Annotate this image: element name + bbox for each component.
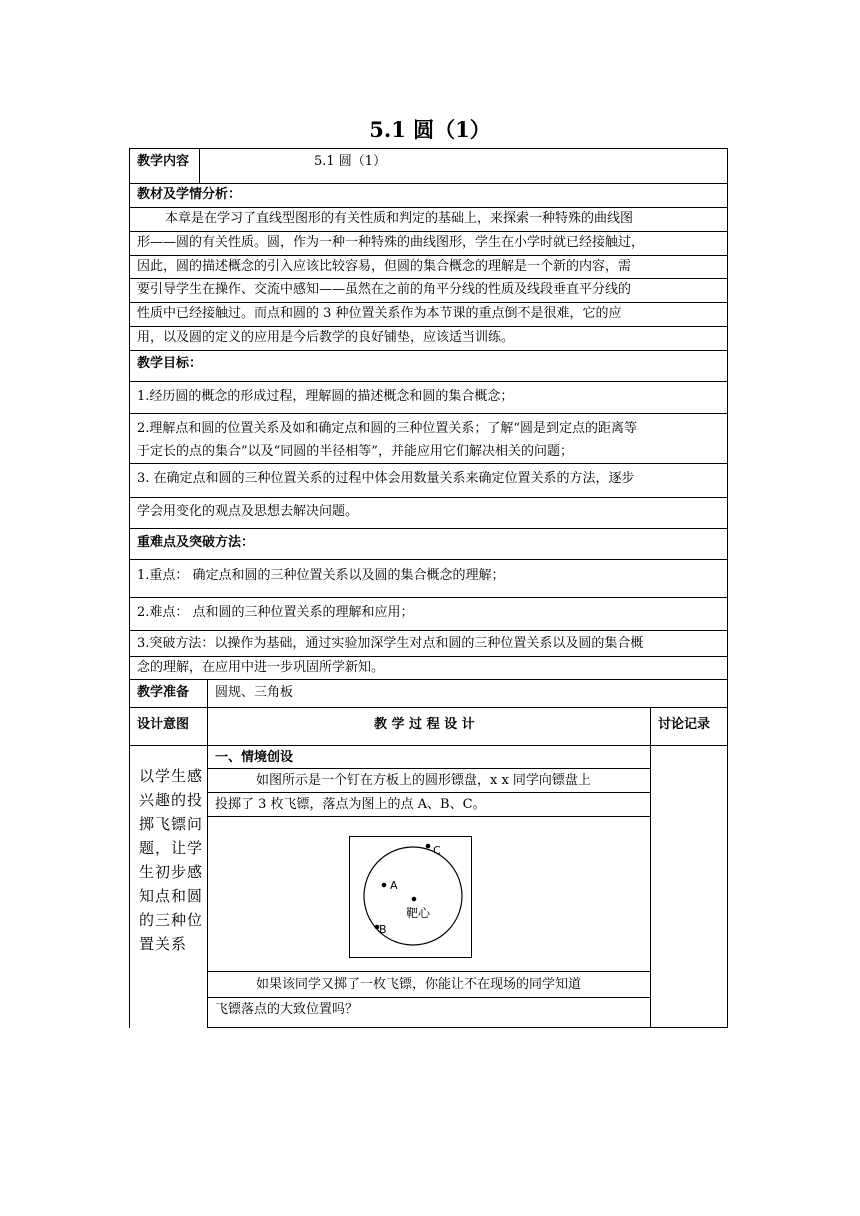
analysis-line: 本章是在学习了直线型图形的有关性质和判定的基础上，来探索一种特殊的曲线图 [165, 211, 634, 226]
analysis-line: 形——圆的有关性质。圆，作为一种一种特殊的曲线图形，学生在小学时就已经接触过， [137, 235, 645, 250]
design-intent-text: 以学生感兴趣的投掷飞镖问题，让学生初步感知点和圆的三种位置关系 [139, 767, 204, 953]
question-line-1: 如果该同学又掷了一枚飞镖，你能让不在现场的同学知道 [256, 977, 582, 992]
dart-point-center [412, 897, 417, 902]
analysis-line: 用，以及圆的定义的应用是今后教学的良好铺垫，应该适当训练。 [137, 330, 515, 345]
section-heading: 一、情境创设 [215, 750, 294, 765]
dartboard-figure [349, 836, 472, 958]
question-line-2: 飞镖落点的大致位置吗？ [215, 1002, 359, 1017]
content-value: 5.1 圆（1） [314, 154, 387, 169]
key-point-2: 2.难点： 点和圆的三种位置关系的理解和应用； [137, 605, 414, 620]
key-point-1: 1.重点： 确定点和圆的三种位置关系以及圆的集合概念的理解； [137, 568, 505, 583]
col-process-header: 教 学 过 程 设 计 [374, 717, 475, 732]
goals-label: 教学目标： [137, 356, 203, 371]
goal-2-line-2: 于定长的点的集合”以及“同圆的半径相等”，并能应用它们解决相关的问题； [137, 444, 573, 459]
prep-label: 教学准备 [137, 685, 190, 700]
analysis-line: 要引导学生在操作、交流中感知——虽然在之前的角平分线的性质及线段垂直平分线的 [137, 282, 632, 297]
scene-line-2: 投掷了 3 枚飞镖，落点为图上的点 A、B、C。 [215, 797, 486, 812]
key-label: 重难点及突破方法： [137, 535, 255, 550]
col-intent-header: 设计意图 [137, 717, 190, 732]
label-c: C [433, 844, 441, 857]
key-point-3-line-1: 3.突破方法：以操作为基础，通过实验加深学生对点和圆的三种位置关系以及圆的集合概 [137, 636, 644, 651]
dartboard-drawing [350, 837, 471, 957]
analysis-label: 教材及学情分析： [137, 187, 242, 202]
analysis-line: 因此，圆的描述概念的引入应该比较容易，但圆的集合概念的理解是一个新的内容，需 [137, 259, 632, 274]
label-center: 靶心 [406, 906, 431, 920]
goal-2-line-1: 2.理解点和圆的位置关系及如和确定点和圆的三种位置关系；了解“圆是到定点的距离等 [137, 421, 638, 436]
content-label: 教学内容 [137, 154, 190, 169]
key-point-3-line-2: 念的理解，在应用中进一步巩固所学新知。 [137, 660, 385, 675]
goal-3-line-1: 3. 在确定点和圆的三种位置关系的过程中体会用数量关系来确定位置关系的方法，逐步 [137, 471, 635, 486]
prep-value: 圆规、三角板 [215, 685, 294, 700]
scene-line-1: 如图所示是一个钉在方板上的圆形镖盘，x x 同学向镖盘上 [256, 773, 591, 788]
goal-1: 1.经历圆的概念的形成过程，理解圆的描述概念和圆的集合概念； [137, 389, 514, 404]
label-a: A [390, 879, 398, 892]
col-notes-header: 讨论记录 [658, 717, 711, 732]
label-b: B [379, 923, 387, 936]
goal-3-line-2: 学会用变化的观点及思想去解决问题。 [137, 504, 359, 519]
dart-point-a [382, 883, 387, 888]
page-title: 5.1 圆（1） [369, 117, 491, 142]
dart-point-c [426, 844, 431, 849]
analysis-line: 性质中已经接触过。而点和圆的 3 种位置关系作为本节课的重点倒不是很难，它的应 [137, 306, 622, 321]
